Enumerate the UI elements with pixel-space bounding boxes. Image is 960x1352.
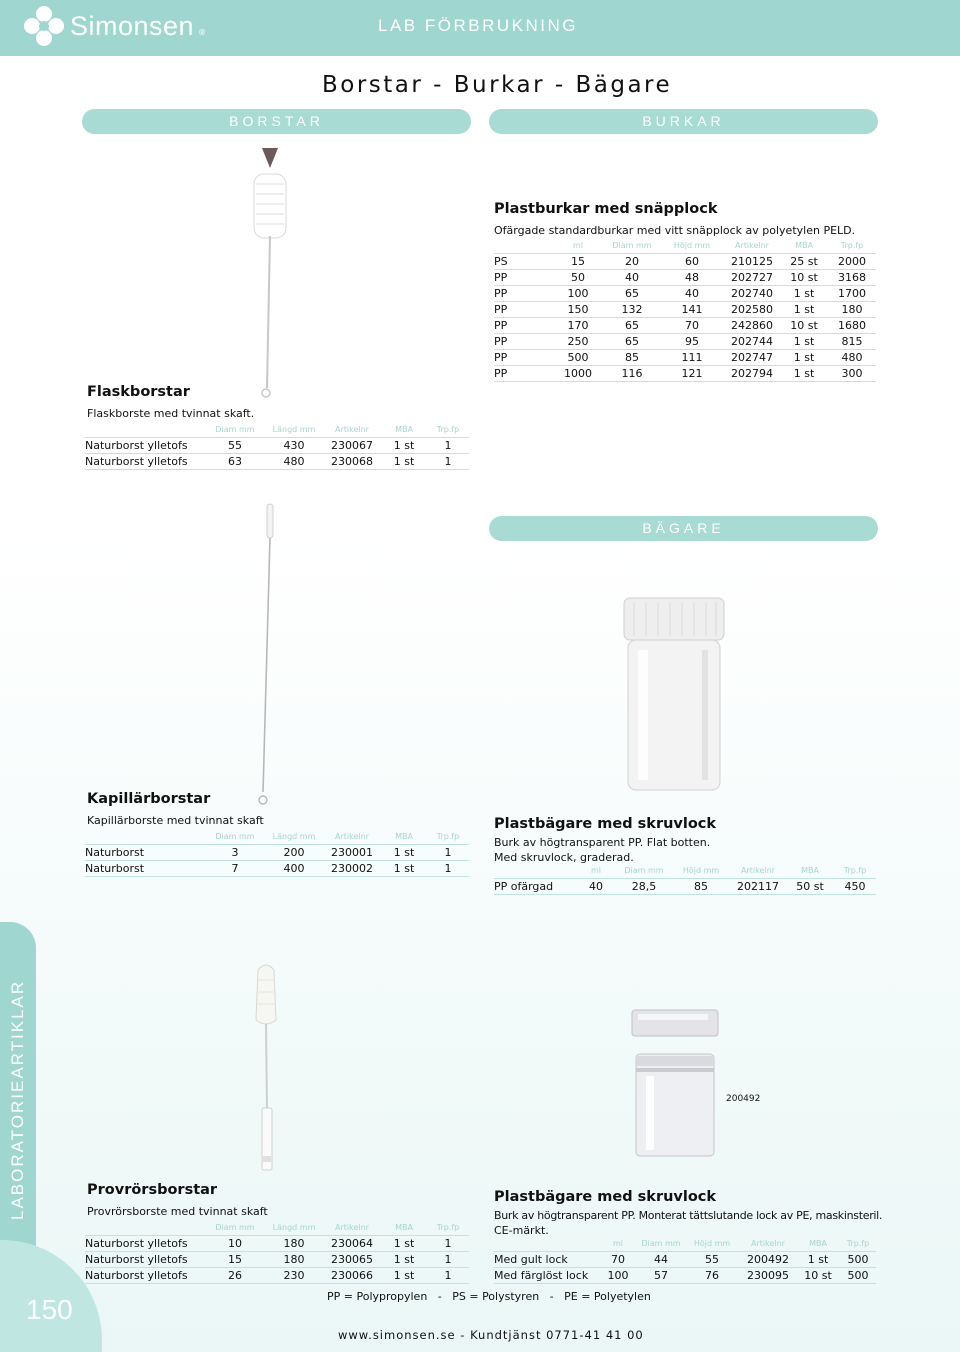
page-number: 150: [26, 1294, 73, 1325]
col-trp: Trp.fp: [427, 422, 469, 438]
section-pill-borstar: BORSTAR: [82, 109, 471, 134]
table-row: Naturborst 3 200 230001 1 st 1: [85, 845, 469, 861]
col-langd: Längd mm: [265, 422, 323, 438]
table-row: Med gult lock 70 44 55 200492 1 st 500: [494, 1252, 876, 1268]
col-mba: MBA: [381, 422, 427, 438]
table-row: Naturborst 7 400 230002 1 st 1: [85, 861, 469, 877]
table-row: Naturborst ylletofs 10 180 230064 1 st 1: [85, 1236, 469, 1252]
capillary-brush-image: [250, 502, 280, 808]
table-row: PP 100 65 40 202740 1 st 1700: [494, 286, 876, 302]
table-row: Med färglöst lock 100 57 76 230095 10 st 500: [494, 1268, 876, 1284]
flask-brush-image: [240, 140, 300, 402]
plastbagare1-desc-line2: Med skruvlock, graderad.: [494, 851, 634, 864]
plastburkar-desc: Ofärgade standardburkar med vitt snäpplock av polyetylen PELD.: [494, 224, 856, 237]
flaskborstar-title: Flaskborstar: [87, 384, 190, 400]
kapillarborstar-desc: Kapillärborste med tvinnat skaft: [87, 814, 264, 827]
provrorsborstar-title: Provrörsborstar: [87, 1182, 218, 1198]
table-row: PP 150 132 141 202580 1 st 180: [494, 302, 876, 318]
flaskborstar-desc: Flaskborste med tvinnat skaft.: [87, 407, 255, 420]
table-row: PP 1000 116 121 202794 1 st 300: [494, 366, 876, 382]
beaker-with-lid-image: [628, 1006, 722, 1160]
col-diam: Diam mm: [205, 422, 265, 438]
table-row: Naturborst ylletofs 63 480 230068 1 st 1: [85, 454, 469, 470]
brand-name: Simonsen: [70, 10, 195, 41]
plastburkar-title: Plastburkar med snäpplock: [494, 201, 718, 217]
header-title: LAB FÖRBRUKNING: [378, 16, 578, 35]
side-tab-label: LABORATORIEARTIKLAR: [8, 979, 27, 1220]
plastbagare1-table: ml Diam mm Höjd mm Artikelnr MBA Trp.fp PP ofärgad 40 28,5 85 202117 50 st 450: [494, 863, 876, 895]
table-row: PP ofärgad 40 28,5 85 202117 50 st 450: [494, 879, 876, 895]
page-title: Borstar - Burkar - Bägare: [322, 72, 673, 98]
brand-logo[interactable]: [22, 4, 206, 48]
test-tube-brush-image: [246, 960, 286, 1174]
footer-contact[interactable]: www.simonsen.se - Kundtjänst 0771-41 41 00: [338, 1328, 644, 1342]
plastbagare2-title: Plastbägare med skruvlock: [494, 1189, 717, 1205]
plastbagare2-desc-line1: Burk av högtransparent PP. Monterat tättslutande lock av PE, maskinsteril.: [494, 1209, 883, 1222]
registered-mark: ®: [198, 27, 207, 37]
flaskborstar-table: [85, 422, 469, 470]
flower-logo-icon: [22, 4, 66, 48]
section-pill-bagare: BÄGARE: [489, 516, 878, 541]
col-artikelnr: Artikelnr: [323, 422, 381, 438]
table-row: PP 170 65 70 242860 10 st 1680: [494, 318, 876, 334]
table-row: Naturborst ylletofs 55 430 230067 1 st 1: [85, 438, 469, 454]
provrorsborstar-desc: Provrörsborste med tvinnat skaft: [87, 1205, 268, 1218]
plastbagare2-desc-line2: CE-märkt.: [494, 1224, 549, 1237]
section-pill-burkar: BURKAR: [489, 109, 878, 134]
plastbagare2-table: ml Diam mm Höjd mm Artikelnr MBA Trp.fp Med gult lock 70 44 55 200492 1 st 500 Med färglöst lock 100 57 76 230095 10 st 500: [494, 1236, 876, 1284]
image-article-code: 200492: [726, 1094, 761, 1104]
table-row: PP 500 85 111 202747 1 st 480: [494, 350, 876, 366]
plastburkar-table: ml Diam mm Höjd mm Artikelnr MBA Trp.fp PS 15 20 60 210125 25 st 2000 PP 50 40 48 202727 10 st 3168 PP 100 65 40 202740 1 st 1700 PP 150 132 141 202580 1 st 180 PP 170 65 70 242860 10 st 1680 PP 250 65 95 202744 1 st 815 PP 500 85 111 202747 1 st 480 PP 1000 116 121 202794 1 st 300: [494, 238, 876, 382]
table-row: Naturborst ylletofs 15 180 230065 1 st 1: [85, 1252, 469, 1268]
plastbagare1-desc-line1: Burk av högtransparent PP. Flat botten.: [494, 836, 711, 849]
kapillarborstar-title: Kapillärborstar: [87, 791, 211, 807]
table-row: PS 15 20 60 210125 25 st 2000: [494, 254, 876, 270]
screwcap-beaker-image: [618, 594, 730, 796]
plastbagare1-title: Plastbägare med skruvlock: [494, 816, 717, 832]
material-legend: PP = Polypropylen - PS = Polystyren - PE = Polyetylen: [327, 1290, 651, 1303]
provrorsborstar-table: Diam mm Längd mm Artikelnr MBA Trp.fp Naturborst ylletofs 10 180 230064 1 st 1 Naturborst ylletofs 15 180 230065 1 st 1 Naturborst ylletofs 26 230 230066 1 st 1: [85, 1220, 469, 1284]
table-row: Naturborst ylletofs 26 230 230066 1 st 1: [85, 1268, 469, 1284]
table-row: PP 50 40 48 202727 10 st 3168: [494, 270, 876, 286]
kapillarborstar-table: Diam mm Längd mm Artikelnr MBA Trp.fp Naturborst 3 200 230001 1 st 1 Naturborst 7 400 230002 1 st 1: [85, 829, 469, 877]
table-row: PP 250 65 95 202744 1 st 815: [494, 334, 876, 350]
